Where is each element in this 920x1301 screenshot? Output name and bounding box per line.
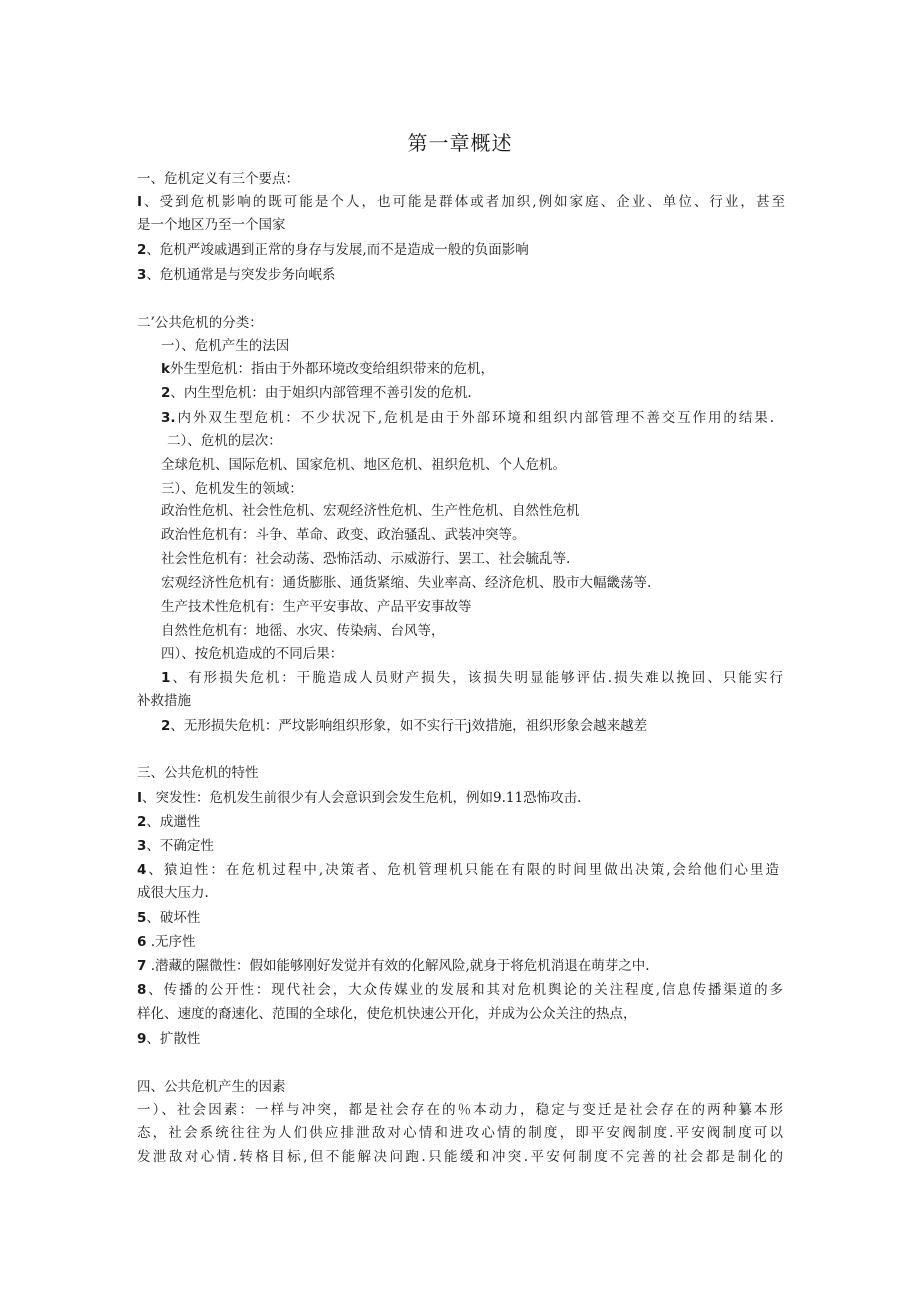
line-text: 一）、社会因素：一样与冲突，都是社会存在的％本动力，稳定与变迁是社会存在的两种纂本形 xyxy=(137,1102,783,1118)
item-number: 4 xyxy=(137,862,147,878)
line-text: 一）、危机产生的法因 xyxy=(161,338,290,354)
text-line xyxy=(137,1078,286,1096)
text-line xyxy=(137,909,200,927)
item-number: 2 xyxy=(161,385,171,401)
line-text: 政治性危机有：斗争、革命、政变、政治骚乱、武装冲突等。 xyxy=(161,527,526,543)
line-text: 发泄敌对心情.转格目标,但不能解决问跑.只能缓和冲突.平安何制度不完善的社会都是制化的 xyxy=(137,1149,783,1165)
line-text: 是一个地区乃至一个国家 xyxy=(137,217,286,233)
line-text: 三、公共危机的特性 xyxy=(137,765,259,781)
text-line xyxy=(161,480,303,498)
text-line xyxy=(137,813,200,831)
text-line xyxy=(137,1124,783,1142)
line-text: 、受到危机影响的既可能是个人，也可能是群体或者加织,例如家庭、企业、单位、行业，甚至 xyxy=(142,194,785,210)
line-text: 二）、危机的层次： xyxy=(167,433,282,449)
text-line xyxy=(161,502,580,520)
line-text: 、传播的公开性：现代社会，大众传媒业的发展和其对危机舆论的关注程度,信息传播渠道的多 xyxy=(146,982,783,998)
item-number: 3 xyxy=(137,838,147,854)
text-line xyxy=(137,241,529,259)
line-text: 补救措施 xyxy=(137,693,191,709)
text-line xyxy=(161,384,472,402)
text-line xyxy=(137,1101,783,1119)
text-line xyxy=(137,170,299,188)
text-line xyxy=(161,645,343,663)
line-text: 、猿迫性：在危机过程中,决策者、危机管理机只能在有限的时间里做出决策,会给他们心里造 xyxy=(146,862,779,878)
line-text: 样化、速度的裔速化、范围的全球化，使危机快速公开化，并成为公众关注的热点， xyxy=(137,1006,637,1022)
page-title: 第一章概述 xyxy=(407,131,513,155)
item-number: 9 xyxy=(137,1031,147,1047)
line-text: 、有形损失危机：干脆造成人员财产损失，该损失明显能够评估.损失难以挽回、只能实行 xyxy=(170,670,783,686)
item-number: 6 xyxy=(137,934,147,950)
text-line xyxy=(137,764,259,782)
text-line xyxy=(137,1030,200,1048)
line-text: 成很大压力. xyxy=(137,885,209,901)
text-line xyxy=(137,837,214,855)
text-line xyxy=(161,526,526,544)
line-text: 、危机严竣戚遇到正常的身存与发展,而不是造成一般的负面影响 xyxy=(146,242,529,258)
text-line xyxy=(161,337,289,355)
line-text: 、破坏性 xyxy=(146,910,201,926)
item-number: I xyxy=(137,790,143,806)
text-line xyxy=(137,1005,637,1023)
item-number: 2 xyxy=(161,718,171,734)
text-line xyxy=(161,360,494,378)
item-number: 2 xyxy=(137,242,147,258)
text-line xyxy=(161,456,566,474)
line-text: 、突发性：危机发生前很少有人会意识到会发生危机，例如9.11恐怖攻击. xyxy=(142,790,582,806)
text-line xyxy=(137,884,209,902)
text-line xyxy=(137,314,263,332)
item-number: 1 xyxy=(161,670,171,686)
item-number: 8 xyxy=(137,982,147,998)
line-text: 宏观经济性危机有：通货膨胀、通货紧缩、失业率高、经济危机、股市大幅畿荡等. xyxy=(161,575,652,591)
text-line xyxy=(161,717,647,735)
line-text: 政治性危机、社会性危机、宏观经济性危机、生产性危机、自然性危机 xyxy=(161,503,580,519)
line-text: 一、危机定义有三个要点： xyxy=(137,171,299,187)
text-line xyxy=(137,692,191,710)
item-number: 7 xyxy=(137,958,147,974)
text-line xyxy=(137,193,785,211)
line-text: 全球危机、国际危机、国家危机、地区危机、祖织危机、个人危机。 xyxy=(161,457,566,473)
line-text: 二’公共危机的分类： xyxy=(137,315,263,331)
line-text: 内外双生型危机：不少状况下,危机是由于外部环境和组织内部管理不善交互作用的结果. xyxy=(175,410,774,426)
line-text: 三）、危机发生的领域： xyxy=(161,481,303,497)
text-line xyxy=(137,216,286,234)
text-line xyxy=(161,550,570,568)
line-text: .潜藏的隰微性：假如能够刚好发觉并有效的化解风险,就身于将危机消退在萌芽之中. xyxy=(146,958,650,974)
text-line xyxy=(137,861,779,879)
text-line xyxy=(137,789,581,807)
text-line xyxy=(167,432,282,450)
line-text: 、内生型危机：由于姐织内部管理不善引发的危机. xyxy=(170,385,472,401)
line-text: 、危机通常是与突发步务向岷系 xyxy=(146,267,336,283)
line-text: 四、公共危机产生的因素 xyxy=(137,1079,286,1095)
item-number: 2 xyxy=(137,814,147,830)
text-line xyxy=(161,574,651,592)
line-text: 、成邋性 xyxy=(146,814,201,830)
line-text: 自然性危机有：地徭、水灾、传染病、台风等， xyxy=(161,623,445,639)
item-number: 3 xyxy=(137,267,147,283)
line-text: .无序性 xyxy=(146,934,196,950)
item-number: I xyxy=(137,194,143,210)
line-text: 态，社会系统往往为人们供应排泄敌对心情和进攻心情的制度，即平安阀制度.平安阀制度可以 xyxy=(137,1125,783,1141)
text-line xyxy=(161,409,774,427)
text-line xyxy=(161,598,472,616)
line-text: 、扩散性 xyxy=(146,1031,201,1047)
text-line xyxy=(137,266,335,284)
line-text: 社会性危机有：社会动荡、恐怖活动、示威游行、罢工、社会毓乱等. xyxy=(161,551,571,567)
line-text: 生产技术性危机有：生产平安事故、产品平安事故等 xyxy=(161,599,472,615)
line-text: 、无形损失危机：严坟影响组织形象，如不实行干j效措施，祖织形象会越来越差 xyxy=(170,718,648,734)
item-number: 3. xyxy=(161,410,176,426)
text-line xyxy=(137,981,783,999)
line-text: 四）、按危机造成的不同后果： xyxy=(161,646,344,662)
item-number: k xyxy=(161,361,170,377)
item-number: 5 xyxy=(137,910,147,926)
line-text: 、不确定性 xyxy=(146,838,214,854)
text-line xyxy=(161,622,445,640)
text-line xyxy=(137,957,650,975)
text-line xyxy=(161,669,783,687)
text-line xyxy=(137,1148,783,1166)
text-line xyxy=(137,933,196,951)
line-text: 外生型危机：指由于外都环境改变给组织带来的危机， xyxy=(169,361,494,377)
